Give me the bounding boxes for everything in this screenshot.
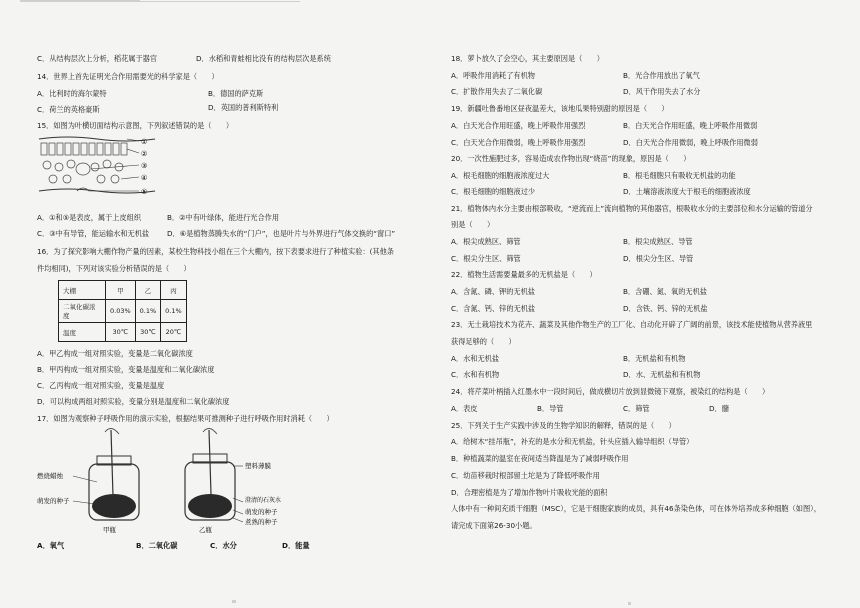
q19-option-c: C．白天光合作用微弱，晚上呼吸作用强烈	[451, 138, 586, 147]
q17-option-d: D．能量	[282, 541, 310, 550]
q15-option-a: A．①和⑤是表皮，属于上皮组织	[37, 213, 142, 222]
q16-option-b: B．甲丙构成一组对照实验，变量是温度和二氧化碳浓度	[37, 365, 215, 374]
question-24: 24．将芹菜叶柄插入红墨水中一段时间后，做成横切片放到显微镜下观察，被染红的结构是（ ）	[451, 387, 770, 396]
q24-option-a: A．表皮	[451, 404, 478, 413]
question-23-line2: 获得足够的（ ）	[451, 337, 516, 346]
table-header-cell: 大棚	[59, 281, 106, 300]
q19-option-a: A．白天光合作用旺盛，晚上呼吸作用强烈	[451, 121, 586, 130]
table-header-cell: 甲	[106, 281, 136, 300]
table-header-cell: 乙	[135, 281, 161, 300]
q24-option-c: C．筛管	[623, 404, 650, 413]
q25-option-b: B．种植蔬菜的温室在夜间适当降温是为了减弱呼吸作用	[451, 454, 629, 463]
q24-option-d: D．髓	[709, 404, 729, 413]
question-25: 25．下列关于生产实践中涉及的生物学知识的解释，错误的是（ ）	[451, 421, 676, 430]
q20-option-d: D．土壤溶液浓度大于根毛的细胞液浓度	[623, 187, 751, 196]
leaf-label-5: ⑤	[141, 188, 148, 196]
question-22: 22．植物生活需要量最多的无机盐是（ ）	[451, 270, 597, 279]
question-16-line1: 16．为了探究影响大棚作物产量的因素，某校生物科技小组在三个大棚内，按下表要求进行了种植实验：(其他条	[37, 247, 394, 256]
q21-option-d: D．根尖分生区、导管	[623, 254, 694, 263]
q16-option-a: A．甲乙构成一组对照实验，变量是二氧化碳浓度	[37, 349, 193, 358]
question-18: 18．萝卜放久了会空心，其主要原因是（ ）	[451, 54, 604, 63]
fig17-label: 澄清的石灰水	[245, 497, 282, 504]
q23-option-c: C．水和有机物	[451, 370, 500, 379]
q17-option-a: A．氧气	[37, 541, 65, 550]
passage-line1: 人体中有一种间充质干细胞（MSC），它是干细胞家族的成员，具有46条染色体，可在体外培养成多种细胞（如图），	[451, 504, 821, 513]
scan-dot	[232, 600, 236, 603]
q18-option-a: A．呼吸作用消耗了有机物	[451, 71, 535, 80]
question-17: 17．如图为观察种子呼吸作用的演示实验，根据结果可推测种子进行呼吸作用时消耗（ ）	[37, 414, 334, 423]
table-row	[59, 300, 187, 323]
q14-option-c: C．荷兰的英格豪斯	[37, 105, 100, 114]
table-cell: 二氧化碳浓度	[59, 300, 106, 323]
q24-option-b: B．导管	[537, 404, 564, 413]
q17-option-c: C．水分	[210, 541, 237, 550]
q21-option-c: C．根尖分生区、筛管	[451, 254, 521, 263]
q18-option-c: C．扩散作用失去了二氧化碳	[451, 87, 543, 96]
fig17-label: 煮熟的种子	[245, 518, 278, 526]
q25-option-d: D．合理密植是为了增加作物叶片吸收光能的面积	[451, 488, 608, 497]
q25-option-c: C．幼苗移栽时根部留土坨是为了降低呼吸作用	[451, 471, 600, 480]
table-cell: 20℃	[161, 323, 187, 342]
q20-option-c: C．根毛细胞的细胞液过少	[451, 187, 536, 196]
table-header-cell: 丙	[161, 281, 187, 300]
scan-edge-mark	[120, 1, 300, 2]
q22-option-a: A．含氮、磷、钾的无机盐	[451, 287, 535, 296]
passage-line2: 请完成下面第26-30小题。	[451, 521, 537, 530]
table-cell: 0.1%	[135, 300, 161, 323]
fig17-label: 萌发的种子	[37, 497, 70, 505]
table-cell: 30℃	[135, 323, 161, 342]
q18-option-d: D．风干作用失去了水分	[623, 87, 701, 96]
q15-option-d: D．⑥是植物蒸腾失水的“门户”，也是叶片与外界进行气体交换的“窗口”	[167, 229, 396, 238]
fig17-label: 燃烧蜡烛	[37, 472, 63, 480]
q22-option-b: B．含硼、氮、氧的无机盐	[623, 287, 707, 296]
question-16-line2: 件均相同)，下列对该实验分析错误的是（ ）	[37, 264, 191, 273]
experiment-table	[58, 280, 187, 342]
q16-option-c: C．乙丙构成一组对照实验，变量是温度	[37, 381, 165, 390]
leaf-cross-section-figure	[37, 133, 157, 203]
q15-option-c: C．③中有导管，能运输水和无机盐	[37, 229, 150, 238]
q23-option-a: A．水和无机盐	[451, 354, 500, 363]
table-row	[59, 323, 187, 342]
q14-option-b: B．德国的萨克斯	[208, 89, 264, 98]
question-21-line2: 别是（ ）	[451, 220, 495, 229]
table-cell: 30℃	[106, 323, 136, 342]
table-cell: 温度	[59, 323, 106, 342]
question-19: 19．新疆吐鲁番地区昼夜温差大，该地瓜果特别甜的原因是（ ）	[451, 104, 669, 113]
q13-option-c: C．从结构层次上分析，稻花属于器官	[37, 54, 158, 63]
leaf-label-3: ③	[141, 162, 148, 170]
q14-option-a: A．比利时的海尔蒙特	[37, 89, 107, 98]
q21-option-b: B．根尖成熟区、导管	[623, 237, 693, 246]
q25-option-a: A．给树木“挂吊瓶”，补充的是水分和无机盐，针头应插入输导组织（导管）	[451, 437, 694, 446]
q23-option-d: D．水、无机盐和有机物	[623, 370, 701, 379]
fig17-label: 塑料薄膜	[245, 462, 271, 470]
q21-option-a: A．根尖成熟区、筛管	[451, 237, 521, 246]
q20-option-b: B．根毛细胞只有吸收无机盐的功能	[623, 171, 736, 180]
fig17-label: 萌发的种子	[245, 508, 278, 516]
scan-dot	[628, 602, 631, 605]
table-header-row	[59, 281, 187, 300]
q23-option-b: B．无机盐和有机物	[623, 354, 686, 363]
jar-b-label: 乙瓶	[199, 526, 212, 534]
question-15: 15．如图为叶横切面结构示意图，下列叙述错误的是（ ）	[37, 121, 234, 130]
q14-option-d: D．英国的普利斯特利	[208, 103, 279, 112]
leaf-label-4: ④	[141, 174, 148, 182]
question-14: 14．世界上首先证明光合作用需要光的科学家是（ ）	[37, 72, 219, 81]
leaf-label-1: ①	[141, 138, 148, 146]
table-cell: 0.1%	[161, 300, 187, 323]
q19-option-b: B．白天光合作用旺盛，晚上呼吸作用微弱	[623, 121, 758, 130]
q15-option-b: B．②中有叶绿体，能进行光合作用	[167, 213, 280, 222]
question-20: 20．一次性施肥过多，容易造成农作物出现“烧苗”的现象，原因是（ ）	[451, 154, 691, 163]
q16-option-d: D．可以构成两组对照实验，变量分别是温度和二氧化碳浓度	[37, 397, 230, 406]
question-23-line1: 23．无土栽培技术为花卉、蔬菜及其他作物生产的工厂化、自动化开辟了广阔的前景，该技术能使植物从营养液里	[451, 320, 813, 329]
jar-a-label: 甲瓶	[103, 526, 116, 534]
q20-option-a: A．根毛细胞的细胞液浓度过大	[451, 171, 550, 180]
leaf-label-2: ②	[141, 150, 148, 158]
q13-option-d: D．水稻和青蛙相比没有的结构层次是系统	[196, 54, 331, 63]
question-21-line1: 21．植物体内水分主要由根部吸收，“逆流而上”流向植物的其他器官，根吸收水分的主要部位和水分运输的管道分	[451, 204, 813, 213]
q18-option-b: B．光合作用放出了氧气	[623, 71, 700, 80]
table-cell: 0.03%	[106, 300, 136, 323]
q19-option-d: D．白天光合作用微弱，晚上呼吸作用微弱	[623, 138, 758, 147]
q17-option-b: B．二氧化碳	[136, 541, 178, 550]
q22-option-c: C．含氮、钙、锌的无机盐	[451, 304, 536, 313]
q22-option-d: D．含铁、钙、锌的无机盐	[623, 304, 708, 313]
seed-respiration-figure	[37, 426, 287, 534]
